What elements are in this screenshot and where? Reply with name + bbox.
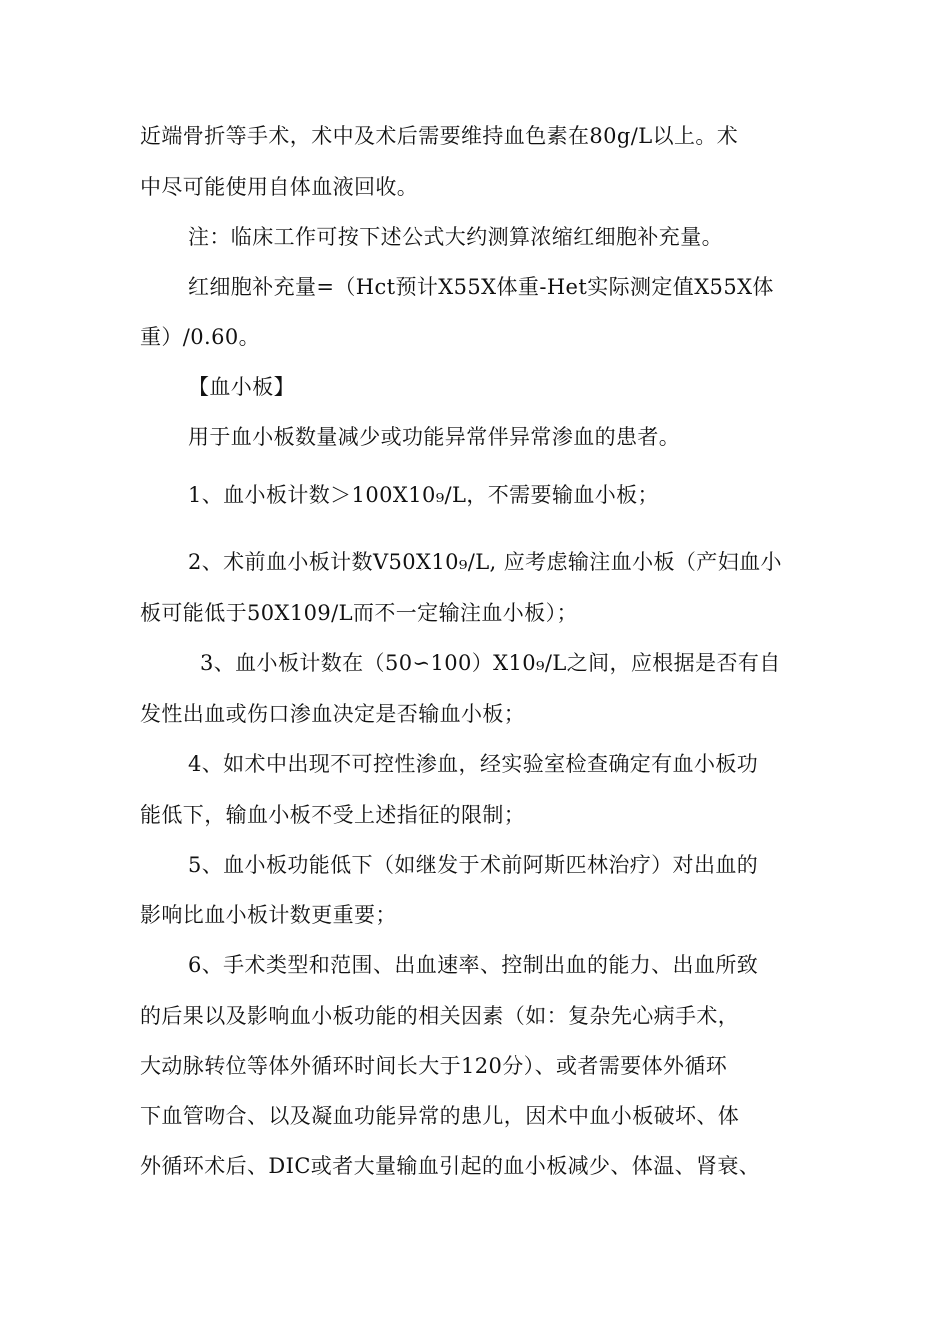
item-6-line-4: 下血管吻合、以及凝血功能异常的患儿，因术中血小板破坏、体 bbox=[140, 1104, 740, 1128]
formula-line-1: 红细胞补充量=（Hct预计X55X体重-Het实际测定值X55X体 bbox=[188, 275, 774, 299]
item-1-line-1: 1、血小板计数＞100X10₉/L，不需要输血小板； bbox=[188, 483, 659, 507]
item-2-line-2: 板可能低于50X109/L而不一定输注血小板）； bbox=[140, 601, 578, 625]
item-3-line-2: 发性出血或伤口渗血决定是否输血小板； bbox=[140, 702, 526, 726]
section-heading: 【血小板】 bbox=[188, 375, 295, 399]
text-line-2: 中尽可能使用自体血液回收。 bbox=[140, 175, 419, 199]
item-6-line-1: 6、手术类型和范围、出血速率、控制出血的能力、出血所致 bbox=[188, 953, 759, 977]
item-4-line-2: 能低下，输血小板不受上述指征的限制； bbox=[140, 803, 526, 827]
item-5-line-1: 5、血小板功能低下（如继发于术前阿斯匹林治疗）对出血的 bbox=[188, 853, 759, 877]
item-5-line-2: 影响比血小板计数更重要； bbox=[140, 903, 397, 927]
item-3-line-1: 3、血小板计数在（50∽100）X10₉/L之间，应根据是否有自 bbox=[200, 651, 781, 675]
item-6-line-5: 外循环术后、DIC或者大量输血引起的血小板减少、体温、肾衰、 bbox=[140, 1154, 761, 1178]
item-6-line-3: 大动脉转位等体外循环时间长大于120分）、或者需要体外循环 bbox=[140, 1054, 728, 1078]
formula-line-2: 重）/0.60。 bbox=[140, 325, 261, 349]
item-4-line-1: 4、如术中出现不可控性渗血，经实验室检查确定有血小板功 bbox=[188, 752, 759, 776]
item-2-line-1: 2、术前血小板计数V50X10₉/L, 应考虑输注血小板（产妇血小 bbox=[188, 550, 782, 574]
note-line: 注：临床工作可按下述公式大约测算浓缩红细胞补充量。 bbox=[188, 225, 723, 249]
item-6-line-2: 的后果以及影响血小板功能的相关因素（如：复杂先心病手术， bbox=[140, 1004, 740, 1028]
section-intro: 用于血小板数量减少或功能异常伴异常渗血的患者。 bbox=[188, 425, 681, 449]
text-line-1: 近端骨折等手术，术中及术后需要维持血色素在80g/L以上。术 bbox=[140, 124, 739, 148]
